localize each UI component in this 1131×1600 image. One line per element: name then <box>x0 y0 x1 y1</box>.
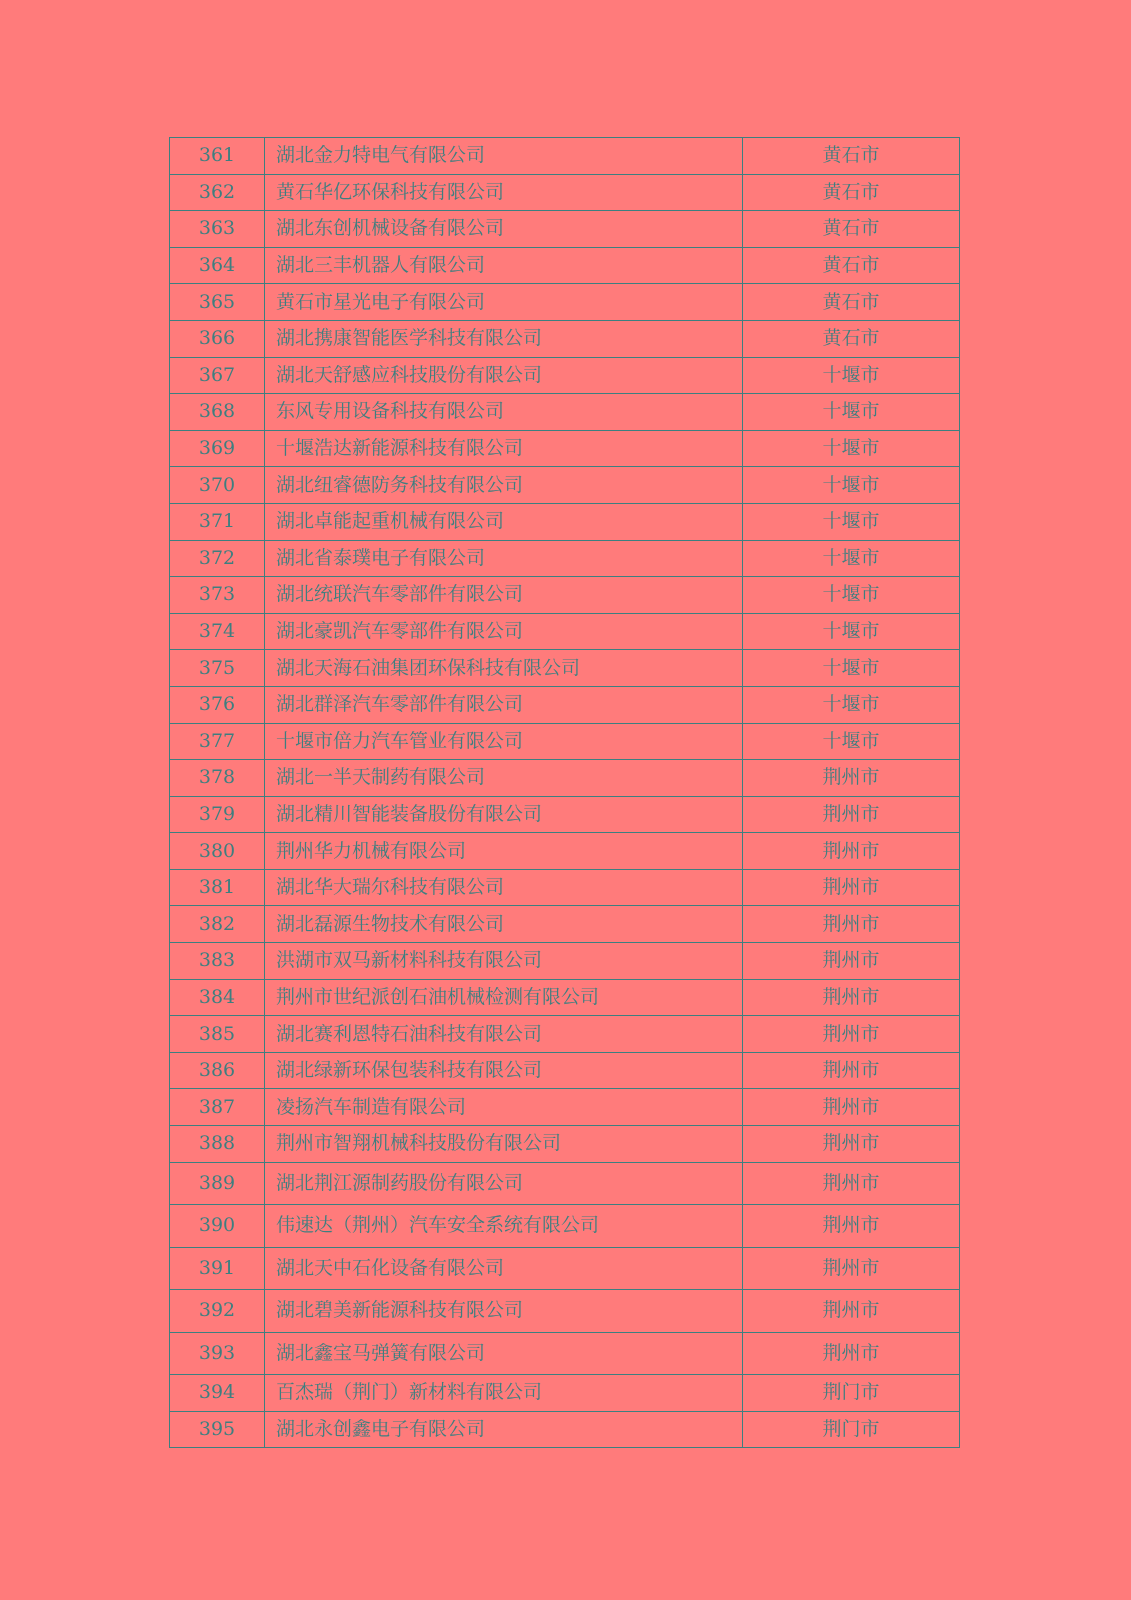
row-number: 371 <box>170 503 265 540</box>
city-name: 黄石市 <box>743 320 960 357</box>
table-row <box>170 613 960 650</box>
company-name: 湖北豪凯汽车零部件有限公司 <box>265 613 743 650</box>
city-name: 十堰市 <box>743 686 960 723</box>
table-row <box>170 796 960 833</box>
row-number: 365 <box>170 284 265 321</box>
city-name: 十堰市 <box>743 650 960 687</box>
row-number: 393 <box>170 1332 265 1375</box>
city-name: 黄石市 <box>743 138 960 175</box>
table-row <box>170 1411 960 1448</box>
row-number: 364 <box>170 247 265 284</box>
city-name: 荆门市 <box>743 1411 960 1448</box>
table-row <box>170 1290 960 1333</box>
company-name: 湖北纽睿德防务科技有限公司 <box>265 467 743 504</box>
table-row <box>170 979 960 1016</box>
row-number: 361 <box>170 138 265 175</box>
city-name: 荆州市 <box>743 1089 960 1126</box>
company-name: 湖北精川智能装备股份有限公司 <box>265 796 743 833</box>
row-number: 368 <box>170 394 265 431</box>
company-name: 黄石市星光电子有限公司 <box>265 284 743 321</box>
company-name: 湖北华大瑞尔科技有限公司 <box>265 869 743 906</box>
row-number: 390 <box>170 1205 265 1248</box>
table-row <box>170 1162 960 1205</box>
city-name: 荆州市 <box>743 979 960 1016</box>
company-name: 十堰浩达新能源科技有限公司 <box>265 430 743 467</box>
city-name: 荆州市 <box>743 869 960 906</box>
company-name: 湖北碧美新能源科技有限公司 <box>265 1290 743 1333</box>
table-row <box>170 174 960 211</box>
row-number: 383 <box>170 943 265 980</box>
row-number: 378 <box>170 760 265 797</box>
city-name: 黄石市 <box>743 174 960 211</box>
table-row <box>170 503 960 540</box>
city-name: 十堰市 <box>743 430 960 467</box>
company-name: 伟速达（荆州）汽车安全系统有限公司 <box>265 1205 743 1248</box>
row-number: 367 <box>170 357 265 394</box>
table-row <box>170 686 960 723</box>
city-name: 荆州市 <box>743 1162 960 1205</box>
company-list-page <box>169 137 959 1448</box>
company-name: 湖北永创鑫电子有限公司 <box>265 1411 743 1448</box>
table-row <box>170 1332 960 1375</box>
table-row <box>170 723 960 760</box>
row-number: 394 <box>170 1375 265 1412</box>
table-row <box>170 430 960 467</box>
company-name: 湖北一半天制药有限公司 <box>265 760 743 797</box>
company-name: 湖北统联汽车零部件有限公司 <box>265 577 743 614</box>
table-row <box>170 1089 960 1126</box>
city-name: 黄石市 <box>743 211 960 248</box>
table-row <box>170 869 960 906</box>
company-name: 湖北三丰机器人有限公司 <box>265 247 743 284</box>
row-number: 372 <box>170 540 265 577</box>
city-name: 荆门市 <box>743 1375 960 1412</box>
city-name: 十堰市 <box>743 357 960 394</box>
table-row <box>170 1052 960 1089</box>
company-name: 荆州华力机械有限公司 <box>265 833 743 870</box>
company-name: 湖北天舒感应科技股份有限公司 <box>265 357 743 394</box>
company-table-body <box>170 138 960 1448</box>
row-number: 363 <box>170 211 265 248</box>
row-number: 391 <box>170 1247 265 1290</box>
company-name: 湖北天海石油集团环保科技有限公司 <box>265 650 743 687</box>
row-number: 362 <box>170 174 265 211</box>
city-name: 十堰市 <box>743 723 960 760</box>
city-name: 荆州市 <box>743 906 960 943</box>
table-row <box>170 1126 960 1163</box>
row-number: 374 <box>170 613 265 650</box>
row-number: 392 <box>170 1290 265 1333</box>
table-row <box>170 284 960 321</box>
row-number: 373 <box>170 577 265 614</box>
company-name: 洪湖市双马新材料科技有限公司 <box>265 943 743 980</box>
city-name: 十堰市 <box>743 540 960 577</box>
city-name: 荆州市 <box>743 1332 960 1375</box>
row-number: 375 <box>170 650 265 687</box>
table-row <box>170 357 960 394</box>
city-name: 荆州市 <box>743 1205 960 1248</box>
row-number: 388 <box>170 1126 265 1163</box>
table-row <box>170 906 960 943</box>
company-name: 黄石华亿环保科技有限公司 <box>265 174 743 211</box>
table-row <box>170 1016 960 1053</box>
company-name: 湖北磊源生物技术有限公司 <box>265 906 743 943</box>
city-name: 荆州市 <box>743 1247 960 1290</box>
row-number: 386 <box>170 1052 265 1089</box>
row-number: 370 <box>170 467 265 504</box>
table-row <box>170 1375 960 1412</box>
table-row <box>170 394 960 431</box>
row-number: 369 <box>170 430 265 467</box>
city-name: 十堰市 <box>743 503 960 540</box>
company-name: 东风专用设备科技有限公司 <box>265 394 743 431</box>
row-number: 382 <box>170 906 265 943</box>
city-name: 荆州市 <box>743 833 960 870</box>
company-name: 湖北鑫宝马弹簧有限公司 <box>265 1332 743 1375</box>
table-row <box>170 943 960 980</box>
city-name: 十堰市 <box>743 394 960 431</box>
table-row <box>170 760 960 797</box>
table-row <box>170 247 960 284</box>
city-name: 黄石市 <box>743 247 960 284</box>
table-row <box>170 211 960 248</box>
row-number: 395 <box>170 1411 265 1448</box>
row-number: 384 <box>170 979 265 1016</box>
city-name: 荆州市 <box>743 760 960 797</box>
company-name: 湖北赛利恩特石油科技有限公司 <box>265 1016 743 1053</box>
row-number: 377 <box>170 723 265 760</box>
row-number: 376 <box>170 686 265 723</box>
row-number: 380 <box>170 833 265 870</box>
company-name: 十堰市倍力汽车管业有限公司 <box>265 723 743 760</box>
company-name: 湖北金力特电气有限公司 <box>265 138 743 175</box>
company-name: 百杰瑞（荆门）新材料有限公司 <box>265 1375 743 1412</box>
table-row <box>170 320 960 357</box>
city-name: 荆州市 <box>743 796 960 833</box>
city-name: 荆州市 <box>743 1290 960 1333</box>
row-number: 389 <box>170 1162 265 1205</box>
company-name: 荆州市世纪派创石油机械检测有限公司 <box>265 979 743 1016</box>
company-name: 湖北省泰璞电子有限公司 <box>265 540 743 577</box>
row-number: 385 <box>170 1016 265 1053</box>
table-row <box>170 1205 960 1248</box>
row-number: 366 <box>170 320 265 357</box>
table-row <box>170 138 960 175</box>
company-name: 湖北群泽汽车零部件有限公司 <box>265 686 743 723</box>
city-name: 荆州市 <box>743 943 960 980</box>
row-number: 379 <box>170 796 265 833</box>
table-row <box>170 540 960 577</box>
company-name: 荆州市智翔机械科技股份有限公司 <box>265 1126 743 1163</box>
table-row <box>170 1247 960 1290</box>
company-name: 湖北荆江源制药股份有限公司 <box>265 1162 743 1205</box>
table-row <box>170 577 960 614</box>
table-row <box>170 650 960 687</box>
city-name: 荆州市 <box>743 1052 960 1089</box>
company-name: 湖北携康智能医学科技有限公司 <box>265 320 743 357</box>
city-name: 十堰市 <box>743 613 960 650</box>
company-name: 湖北天中石化设备有限公司 <box>265 1247 743 1290</box>
company-name: 湖北东创机械设备有限公司 <box>265 211 743 248</box>
row-number: 381 <box>170 869 265 906</box>
company-name: 凌扬汽车制造有限公司 <box>265 1089 743 1126</box>
city-name: 黄石市 <box>743 284 960 321</box>
company-table <box>169 137 960 1448</box>
row-number: 387 <box>170 1089 265 1126</box>
table-row <box>170 833 960 870</box>
company-name: 湖北绿新环保包装科技有限公司 <box>265 1052 743 1089</box>
table-row <box>170 467 960 504</box>
city-name: 荆州市 <box>743 1016 960 1053</box>
city-name: 十堰市 <box>743 467 960 504</box>
company-name: 湖北卓能起重机械有限公司 <box>265 503 743 540</box>
city-name: 荆州市 <box>743 1126 960 1163</box>
city-name: 十堰市 <box>743 577 960 614</box>
